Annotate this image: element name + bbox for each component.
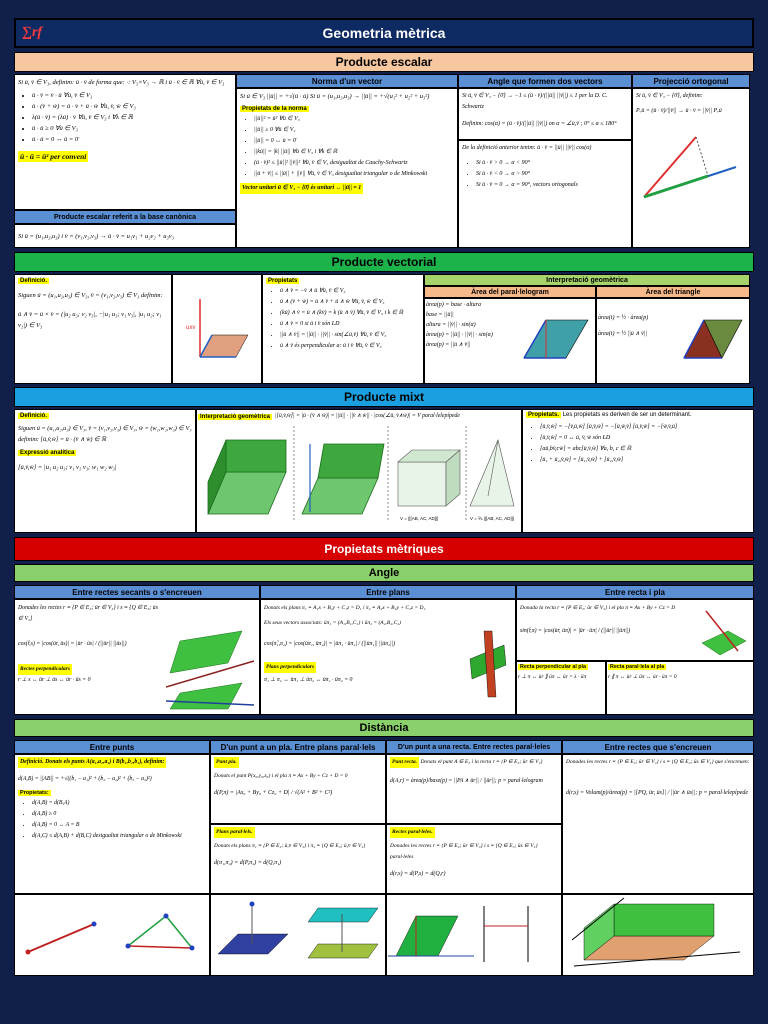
mixt-props-box [522, 409, 754, 533]
plane-shape [218, 934, 288, 954]
dist-pla-header: D'un punt a un pla. Entre plans paral·lels [210, 740, 386, 754]
line-plane-diagram [698, 601, 750, 659]
mixt-def-box [14, 409, 196, 533]
dist-encreuen-col [562, 740, 754, 976]
angle-rp-text-block [518, 601, 698, 659]
dist-encreuen-header: Entre rectes que s'encreuen [562, 740, 754, 754]
distancia-row [14, 740, 754, 976]
norma-props-title: Propietats de la norma [242, 106, 307, 112]
proj-header: Projecció ortogonal [632, 74, 750, 88]
cube-front [398, 462, 446, 506]
dist-encreuen-box [562, 754, 754, 894]
unitari: Vector unitari ū ∈ V₃ − {0̄} és unitari ↔ ||ū|| = 1 [240, 183, 363, 194]
plane-shape [308, 944, 378, 958]
rp-par-label: Recta paral·lela al pla [610, 664, 665, 670]
angle-rectes-box [14, 599, 260, 715]
angle-vec-formula2: Definim: cos(α) = (ū · v̄)/(||ū|| ||v̄||) on α = ∠ū,v̄ ; 0° ≤ α ≤ 180° [462, 121, 617, 127]
angle-rectes-text-block [16, 601, 166, 713]
dist-pla-col [210, 740, 386, 976]
norma-col [236, 74, 458, 248]
angle-rectes-formula: cos(r̂,s) = |cos(ūr, ūs)| = |ūr · ūs| / (||ūr|| ||ūs||) [18, 641, 127, 647]
vectorial-props-box [262, 274, 424, 384]
mixt-def-text: Siguen ū = (u₁,u₂,u₃) ∈ V₃, v̄ = (v₁,v₂,v₃) ∈ V₃, w̄ = (w₁,w₂,w₃) ∈ V₃ definim: [ū,v̄,w̄] = ū · (v̄ ∧ w̄) ∈ ℝ [18, 425, 192, 443]
plane-shape [308, 908, 378, 922]
point-line-diagram [388, 896, 558, 968]
angle-row [14, 585, 754, 715]
list-item: • [ū,v̄,w̄] = −[v̄,ū,w̄] [ū,v̄,w̄] = −[ū,w̄,v̄] [ū,v̄,w̄] = −[w̄,v̄,ū] [540, 422, 750, 433]
angle-plans-text2: Els seus vectors associats: ūπ₁ = (A₁,B₁,C₁) i ūπ₂ = (A₂,B₂,C₂) [264, 620, 401, 626]
section-vectorial-header: Producte vectorial [14, 252, 754, 272]
angle-vec-box [458, 88, 632, 140]
area-par-box [424, 298, 596, 384]
proj-box [632, 88, 750, 248]
escalar-canonic-header: Producte escalar referit a la base canònica [14, 210, 236, 224]
list-item: • [aū,bv̄,cw̄] = abc[ū,v̄,w̄] ∀a, b, c ∈ ℝ [540, 444, 750, 455]
list-item: • ||ū|| = 0 ↔ ū = 0̄ [254, 136, 454, 147]
dist-punts-col [14, 740, 210, 976]
list-item: • d(A,C) ≤ d(A,B) + d(B,C) desigualtat triangular o de Minkowski [32, 831, 206, 842]
list-item: • (ū · v̄)² ≤ ||ū||² ||v̄||² ∀ū, v̄ ∈ V₃ desigualtat de Cauchy-Schwartz [254, 158, 454, 169]
angle-plans-text-block [262, 601, 462, 713]
norma-formula: Si ū ∈ V₃ ||ū|| = +√(ū · ū) Si ū = (u₁,u₂,u₃) → ||ū|| = +√(u₁² + u₂² + u₃²) [240, 93, 430, 100]
mixt-diagrams [198, 422, 520, 526]
vectorial-row [14, 274, 754, 384]
angle-vec-formula1: Si ū, v̄ ∈ V₃ − {0̄} → −1 ≤ (ū · v̄)/(||ū|| ||v̄||) ≤ 1 per la D. C. Schwartz [462, 93, 608, 110]
list-item: • Si ū · v̄ > 0 → α < 90° [476, 158, 628, 169]
norma-header: Norma d'un vector [236, 74, 458, 88]
list-item: • ū · ū ≥ 0 ∀ū ∈ V₃ [32, 123, 232, 134]
planes-angle-diagram [462, 601, 512, 713]
area-tri-header: Àrea del triangle [596, 286, 750, 298]
area-par-line: àrea(p) = base · altura [426, 302, 481, 308]
parallelogram-diagram [518, 300, 592, 372]
angle-rp-formula: sin(r̂,π) = |cos(ūr, ūπ)| = |ūr · ūπ| / (||ūr|| ||ūπ||) [520, 628, 631, 634]
proj-formula2: Pᵥū = (ū · v̄)/||v̄|| → ū · v̄ = ||v̄|| Pᵥū [636, 108, 722, 114]
mixt-row [14, 409, 754, 533]
angle-rp-col [516, 585, 754, 715]
plane-shape [170, 631, 242, 673]
parallelepiped-back [614, 904, 714, 936]
list-item: • λ(ū · v̄) = (λū) · v̄ ∀ū, v̄ ∈ V₃ i ∀λ ∈ ℝ [32, 112, 232, 123]
skew-lines-diagram [564, 896, 750, 968]
list-item: • ||ū|| ≥ 0 ∀ū ∈ V₃ [254, 125, 454, 136]
dist-recta-formula: d(A,r) = àrea(p)/base(p) = ||PA ∧ ūr|| / ||ūr||; p = paral·lelogram [390, 778, 543, 784]
title-bar [14, 18, 754, 48]
area-par-line: base = ||ū|| [426, 312, 454, 318]
dist-punts-header: Entre punts [14, 740, 210, 754]
area-tri-formulas [598, 300, 678, 382]
list-item: • ||ū ∧ v̄|| = ||ū|| · ||v̄|| · sin(∠ū,v̄) ∀ū, v̄ ∈ V₃ [280, 330, 420, 341]
list-item: • d(A,B) = d(B,A) [32, 798, 206, 809]
dist-encreuen-formula: d(r,s) = Volum(p)/àrea(p) = |[PQ, ūr, ūs]| / ||ūr ∧ ūs||; p = paral·lelepípede [566, 790, 749, 796]
list-item: • ||ū||² = ū² ∀ū ∈ V₃ [254, 114, 454, 125]
ab-segment [28, 924, 94, 952]
rp-perp-formula: r ⊥ π ↔ ūr ∥ ūπ ↔ ūr = λ · ūπ [518, 674, 587, 680]
dist-rectes-par-formula: d(r,s) = d(P,s) = d(Q,r) [390, 871, 446, 877]
list-item: • d(A,B) ≥ 0 [32, 809, 206, 820]
dist-pla-text: Donats el punt P(x₀,y₀,z₀) i el pla π ≡ Ax + By + Cz + D = 0 [214, 773, 348, 779]
angle-rectes-text: Donades les rectes r ≡ {P ∈ E₃; ūr ∈ V₃} i s ≡ {Q ∈ E₃; ūs ∈ V₃} [18, 605, 158, 622]
bc-segment [166, 916, 192, 948]
mixt-interp-box [196, 409, 522, 533]
dist-pla-diagram-box [210, 894, 386, 976]
point-plane-diagram [212, 896, 382, 968]
dist-plans-par-text: Donats els plans π₁ ≡ {P ∈ E₃; ū,v̄ ∈ V₃} i π₂ ≡ {Q ∈ E₃; ū,v̄ ∈ V₃} [214, 843, 366, 849]
parallelogram-shape [200, 335, 248, 357]
dist-punts-box [14, 754, 210, 894]
angle-plans-perp-label: Plans perpendiculars [264, 662, 316, 673]
vectorial-props-list [280, 286, 420, 352]
dist-punts-props-label: Propietats: [20, 790, 49, 796]
list-item: • (kū) ∧ v̄ = ū ∧ (kv̄) = k (ū ∧ v̄) ∀ū, v̄ ∈ V₃ i k ∈ ℝ [280, 308, 420, 319]
dist-rectes-par-text: Donades les rectes r ≡ {P ∈ E₃; ūr ∈ V₃} i s ≡ {Q ∈ E₃; ūs ∈ V₃} paral·leles [390, 843, 538, 860]
area-par-formulas [426, 300, 518, 382]
plane-shape [484, 631, 496, 697]
triangle-diagram [678, 300, 746, 372]
area-par-line: àrea(p) = ||ū ∧ v̄|| [426, 342, 471, 348]
dist-pla-label: Punt pla. [214, 757, 239, 768]
dist-rectes-par-box [386, 824, 562, 894]
dist-recta-box [386, 754, 562, 824]
plane-shape [170, 683, 242, 709]
area-par-line: àrea(p) = ||ū|| · ||v̄|| · sin(α) [426, 332, 493, 338]
dist-recta-label: Punt recta. [390, 757, 419, 768]
list-item: • [ū,v̄,w̄] = 0 ↔ ū, v̄, w̄ són LD [540, 433, 750, 444]
dist-recta-col [386, 740, 562, 976]
angle-plans-perp-formula: π₁ ⊥ π₂ ↔ ūπ₁ ⊥ ūπ₂ ↔ ūπ₁ · ūπ₂ = 0 [264, 677, 353, 683]
vectorial-diagram-box [172, 274, 262, 384]
vectorial-interp-header: Interpretació geomètrica [424, 274, 750, 286]
vectorial-def-box [14, 274, 172, 384]
ab-segment [128, 916, 166, 946]
list-item: • ū ∧ v̄ = −v̄ ∧ ū ∀ū, v̄ ∈ V₃ [280, 286, 420, 297]
escalar-row [14, 74, 754, 248]
dist-recta-header: D'un punt a una recta. Entre rectes paral·leles [386, 740, 562, 754]
uxv-label: uxv [186, 325, 196, 331]
area-par-line: altura = ||v̄|| · sin(α) [426, 322, 476, 328]
norma-box [236, 88, 458, 248]
list-item: • ||kū|| = |k| ||ū|| ∀ū ∈ V₃ i ∀k ∈ ℝ [254, 147, 454, 158]
dist-punts-diagram-box [14, 894, 210, 976]
lines-angle-diagram [166, 601, 256, 713]
parallelogram-shape [396, 916, 458, 956]
dist-pla-formula: d(P,π) = |Ax₀ + By₀ + Cz₀ + D| / √(A² + B² + C²) [214, 790, 333, 796]
vectorial-def-text: Siguen ū = (u₁,u₂,u₃) ∈ V₃, v̄ = (v₁,v₂,v₃) ∈ V₃ definim: [18, 292, 163, 299]
cross-product-diagram [176, 277, 260, 381]
area-tri-col [596, 286, 750, 384]
vectorial-interp-col [424, 274, 750, 384]
dist-plans-par-formula: d(π₁,π₂) = d(P,π₂) = d(Q,π₁) [214, 860, 282, 866]
page-title: Geometria mètrica [322, 25, 446, 41]
norma-props-list [254, 114, 454, 180]
projection-diagram [636, 117, 746, 207]
perpendicular-line [696, 137, 708, 176]
list-item: • ū · v̄ = v̄ · ū ∀ū, v̄ ∈ V₃ [32, 90, 232, 101]
parallelogram-shape [524, 320, 588, 358]
parallelepiped-top [318, 444, 384, 478]
list-item: • ū · (v̄ + w̄) = ū · v̄ + ū · w̄ ∀ū, v̄, w̄ ∈ V₃ [32, 101, 232, 112]
rp-perp-box [516, 661, 606, 715]
dist-punts-formula: d(A,B) = ||AB|| = +√((b₁ − a₁)² + (b₂ − a₂)² + (b₃ − a₃)²) [18, 776, 152, 782]
list-item: • d(A,B) = 0 ↔ A = B [32, 820, 206, 831]
area-tri-line: àrea(t) = ½ ||ū ∧ v̄|| [598, 331, 648, 337]
angle-rp-text: Donada la recta r ≡ {P ∈ E₃; ūr ∈ V₃} i el pla π ≡ Ax + By + Cz = D [520, 605, 676, 611]
vectorial-def-label: Definició. [20, 278, 48, 284]
ac-segment [128, 946, 192, 948]
list-item: • Si ū · v̄ = 0 → α = 90°, vectors ortogonals [476, 180, 628, 191]
angle-rectes-perp-formula: r ⊥ s ↔ ūr ⊥ ūs ↔ ūr · ūs = 0 [18, 677, 91, 683]
vectorial-props-title: Propietats [268, 278, 298, 284]
escalar-left [14, 74, 236, 248]
mixt-props-label: Propietats. [528, 412, 560, 418]
angle-rp-header: Entre recta i pla [516, 585, 754, 599]
escalar-canonic: Si ū = (u₁,u₂,u₃) i v̄ = (v₁,v₂,v₃) → ū · v̄ = u₁v₁ + u₂v₂ + u₃v₃ [14, 224, 236, 248]
dist-recta-diagram-box [386, 894, 562, 976]
angle-rectes-col [14, 585, 260, 715]
section-escalar-header: Producte escalar [14, 52, 754, 72]
escalar-props-list [32, 90, 232, 145]
dist-plans-par-box [210, 824, 386, 894]
vectorial-def-formula: ū ∧ v̄ = ū × v̄ = (|u₂ u₃; v₂ v₃|, −|u₁ u₃; v₁ v₃|, |u₁ u₂; v₁ v₂|) ∈ V₃ [18, 311, 162, 329]
volume-label: V = ⅙ ||[AB, AC, AD]|| [470, 516, 514, 521]
angle-plans-formula: cos(π̂₁,π₂) = |cos(ūπ₁, ūπ₂)| = |ūπ₁ · ūπ₂| / (||ūπ₁|| ||ūπ₂||) [264, 641, 396, 647]
list-item: • ū ∧ (v̄ + w̄) = ū ∧ v̄ + ū ∧ w̄ ∀ū, v̄, w̄ ∈ V₃ [280, 297, 420, 308]
area-tri-line: àrea(t) = ½ · àrea(p) [598, 315, 649, 321]
proj-col [632, 74, 750, 248]
list-item: • ū · ū = 0 ↔ ū = 0̄ [32, 134, 232, 145]
angle-plans-text: Donats els plans π₁ ≡ A₁x + B₁y + C₁z = D₁ i π₂ ≡ A₂x + B₂y + C₂z = D₂ [264, 605, 426, 611]
dist-encreuen-text: Donades les rectes r ≡ {P ∈ E₃; ūr ∈ V₃} i s ≡ {Q ∈ E₃; ūs ∈ V₃} que s'encreuen: [566, 759, 750, 765]
list-item: • ū ∧ v̄ és perpendicular a: ū i v̄ ∀ū, v̄ ∈ V₃ [280, 341, 420, 352]
area-par-col [424, 286, 596, 384]
dist-encreuen-diagram-box [562, 894, 754, 976]
dist-punts-props-list [32, 798, 206, 842]
vectorial-interp-row [424, 286, 750, 384]
list-item: • [ū₁ + ū₂,v̄,w̄] = [ū₁,v̄,w̄] + [ū₂,v̄,w̄] [540, 455, 750, 466]
dist-plans-par-label: Plans paral·lels. [214, 827, 255, 838]
point-b [92, 922, 97, 927]
parallelepiped-bottom [302, 478, 378, 514]
angle-plans-col [260, 585, 516, 715]
mixt-interp-label: Interpretació geomètrica [200, 413, 271, 420]
list-item: • ||ū + v̄|| ≤ ||ū|| + ||v̄|| ∀ū, v̄ ∈ V₃ desigualtat triangular o de Minkowski [254, 169, 454, 180]
mixt-props-text: Les propietats es deriven de ser un determinant. [562, 412, 692, 418]
angle-vec-col [458, 74, 632, 248]
point-c [190, 946, 195, 951]
volume-label: V = ||[AB, AC, AD]|| [400, 516, 439, 521]
angle-plans-header: Entre plans [260, 585, 516, 599]
angle-plans-box [260, 599, 516, 715]
rp-par-formula: r ∥ π ↔ ūr ⊥ ūπ ↔ ūr · ūπ = 0 [608, 674, 677, 680]
escalar-def: Si ū, v̄ ∈ V₃, definim: ū · v̄ de forma que: ·: V₃×V₃ → ℝ i ū · v̄ ∈ ℝ ∀ū, v̄ ∈ V₃ [18, 79, 225, 86]
section-mixt-header: Producte mixt [14, 387, 754, 407]
proj-formula: Si ū, v̄ ∈ V₃ − {0̄}, definim: [636, 93, 703, 99]
escalar-def-box [14, 74, 236, 210]
angle-rectes-header: Entre rectes secants o s'encreuen [14, 585, 260, 599]
section-metriques-header: Propietats mètriques [14, 537, 754, 561]
rp-perp-label: Recta perpendicular al pla [520, 664, 586, 670]
list-item: • ū ∧ v̄ = 0 si ū i v̄ són LD [280, 319, 420, 330]
angle-rectes-perp-label: Rectes perpendiculars [18, 664, 72, 675]
escalar-convention: ū · ū = ū² per conveni [20, 152, 87, 161]
mixt-expr-formula: [ū,v̄,w̄] = |u₁ u₂ u₃; v₁ v₂ v₃; w₁ w₂ w₃| [18, 464, 117, 471]
mixt-interp-formula: |[ū,v̄,w̄]| = |ū · (v̄ ∧ w̄)| = ||ū|| · ||v̄ ∧ w̄|| · |cos(∠ū, v̄∧w̄)| = V paral·lelepípede [275, 413, 460, 419]
points-distance-diagram [16, 896, 206, 968]
angle-cases-list [476, 158, 628, 191]
mixt-props-list [540, 422, 750, 466]
dist-punts-def: Definició. Donats els punts A(a₁,a₂,a₃) i B(b₁,b₂,b₃), definim: [18, 757, 166, 768]
point-b [164, 914, 169, 919]
point-a [126, 944, 131, 949]
parallelepiped-back [226, 440, 286, 472]
section-angle-header: Angle [14, 564, 754, 582]
dist-pla-box [210, 754, 386, 824]
logo: ∑rf [22, 25, 43, 40]
dist-rectes-par-label: Rectes paral·leles. [390, 827, 435, 838]
angle-rp-box [516, 599, 754, 661]
angle-vec-header: Angle que formen dos vectors [458, 74, 632, 88]
mixt-def-label: Definició. [20, 413, 48, 419]
rp-par-box [606, 661, 754, 715]
list-item: • Si ū · v̄ < 0 → α > 90° [476, 169, 628, 180]
dist-recta-text: Donats el punt A ∈ E₃ i la recta r ≡ {P ∈ E₃; ūr ∈ V₃} [420, 759, 543, 765]
area-tri-box [596, 298, 750, 384]
angle-vec-def: De la definició anterior tenim: ū · v̄ = ||ū|| ||v̄|| cos(α) [462, 145, 592, 151]
angle-rp-bottom [516, 661, 754, 715]
angle-vec-box2 [458, 140, 632, 248]
point-p [250, 902, 255, 907]
point-a [26, 950, 31, 955]
section-distancia-header: Distància [14, 719, 754, 737]
mixt-expr-label: Expressió analítica [20, 450, 75, 456]
area-par-header: Àrea del paral·lelogram [424, 286, 596, 298]
